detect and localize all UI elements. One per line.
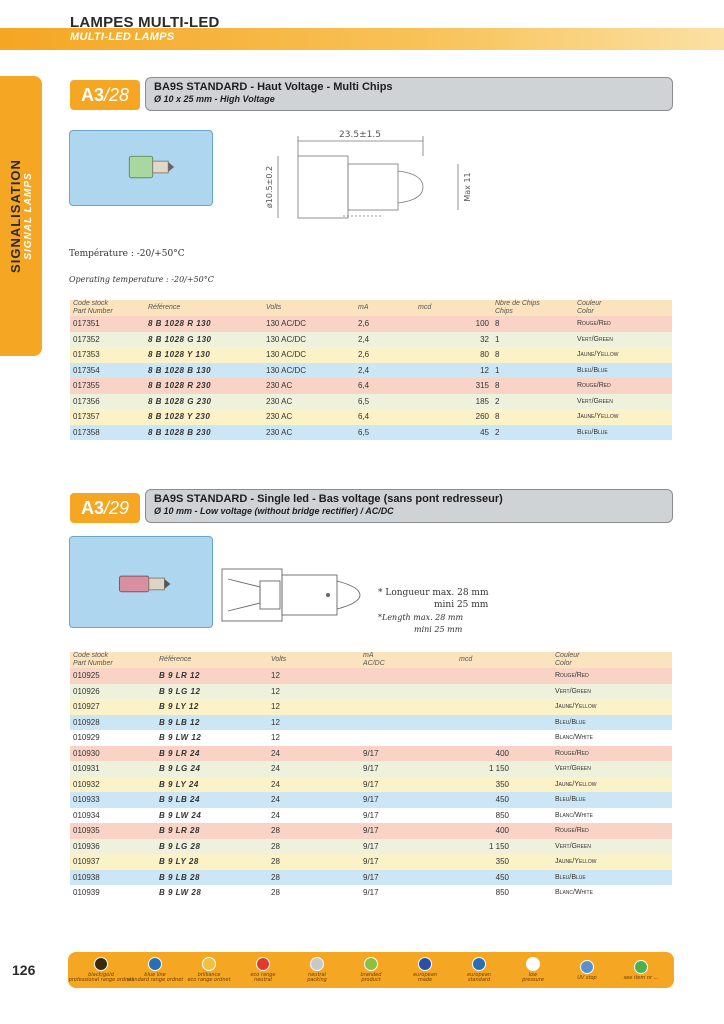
footer-legend-bar [68,952,674,988]
section-badge-a3-29 [70,493,140,523]
part-number-cell: 017354 [73,365,100,375]
blue-line-icon [148,957,162,971]
volts-cell: 12 [271,671,280,681]
column-header: Couleur Color [577,300,602,315]
reference-cell: 8 B 1028 Y 130 [148,350,211,360]
mcd-cell [456,730,512,746]
table-row [70,854,672,870]
reference-cell: B 9 LG 24 [159,764,201,774]
part-number-cell: 010936 [73,841,100,851]
volts-cell: 24 [271,764,280,774]
volts-cell: 130 AC/DC [266,350,307,360]
part-number-cell: 017356 [73,396,100,406]
table-row [70,761,672,777]
column-header: mcd [459,656,473,663]
part-number-cell: 010937 [73,857,100,867]
low-pressure-icon [526,957,540,971]
chips-cell: 8 [495,412,500,422]
reference-cell: B 9 LY 24 [159,779,199,789]
volts-cell: 12 [271,733,280,743]
color-cell: Bleu/Blue [577,428,608,436]
mcd-cell: 850 [495,888,509,898]
volts-cell: 130 AC/DC [266,334,307,344]
table-header-row [70,652,672,668]
mcd-cell: 850 [495,810,509,820]
table-row [70,409,672,425]
table-row [70,823,672,839]
reference-cell: 8 B 1028 G 130 [148,334,212,344]
color-cell: Blanc/White [555,889,593,897]
column-header: Code stock Part Number [73,300,113,315]
color-cell: Jaune/Yellow [555,780,597,788]
part-number-cell: 017351 [73,319,100,329]
color-cell: Vert/Green [577,335,613,343]
volts-cell: 28 [271,872,280,882]
reference-cell: B 9 LW 24 [159,810,202,820]
reference-cell: B 9 LW 28 [159,888,202,898]
table-row [70,684,672,700]
mcd-cell: 100 [475,319,489,329]
color-cell: Bleu/Blue [555,873,586,881]
spacer-cell [512,839,552,855]
legend-label: see item nr ... [623,974,659,981]
see-item-icon [634,960,648,974]
column-spacer [512,652,552,668]
spacer-cell [512,699,552,715]
column-header: mA AC/DC [363,652,385,667]
color-cell: Bleu/Blue [555,718,586,726]
column-header: Référence [159,656,192,663]
spacer-cell [512,730,552,746]
table-row [70,378,672,394]
column-header: Nbre de Chips Chips [495,300,540,315]
volts-cell: 130 AC/DC [266,319,307,329]
side-tab-label [8,159,34,273]
legend-label: branded product [360,972,382,983]
length-note-fr-2: mini 25 mm [434,600,489,610]
legend-item [615,960,667,981]
part-number-cell: 017357 [73,412,100,422]
reference-cell: B 9 LW 12 [159,733,202,743]
ma-cell [360,684,456,700]
table-row [70,316,672,332]
mcd-cell [456,684,512,700]
section-title-box [145,489,673,523]
product-photo-a3-29 [69,536,213,628]
mcd-cell: 315 [475,381,489,391]
legend-label: low pressure [522,972,544,983]
legend-item [291,957,343,983]
section-subtitle: Ø 10 mm - Low voltage (without bridge rectifier) / AC/DC [154,506,394,516]
color-cell: Bleu/Blue [577,366,608,374]
technical-drawing-a3-28 [258,126,488,236]
part-number-cell: 010931 [73,764,100,774]
table-row [70,715,672,731]
spacer-cell [512,792,552,808]
part-number-cell: 017352 [73,334,100,344]
chips-cell: 8 [495,381,500,391]
legend-label: UV stop [577,974,597,981]
uv-stop-icon [580,960,594,974]
european-made-icon [418,957,432,971]
volts-cell: 230 AC [266,427,293,437]
table-row [70,792,672,808]
spacer-cell [512,777,552,793]
spacer-cell [512,746,552,762]
neutral-packing-icon [310,957,324,971]
ma-cell: 9/17 [363,795,379,805]
part-number-cell: 010928 [73,717,100,727]
part-number-cell: 010925 [73,671,100,681]
badge-number: /29 [103,497,130,518]
part-number-cell: 010938 [73,872,100,882]
legend-item [561,960,613,981]
reference-cell: B 9 LB 24 [159,795,200,805]
legend-item [183,957,235,983]
volts-cell: 28 [271,826,280,836]
led-lamp-icon [70,537,212,627]
ma-cell: 9/17 [363,826,379,836]
reference-cell: B 9 LG 28 [159,841,201,851]
mcd-cell: 260 [475,412,489,422]
legend-label: eco range neutral [250,972,276,983]
chips-cell: 1 [495,365,500,375]
drawing-length: 23.5±1.5 [339,130,381,140]
volts-cell: 28 [271,888,280,898]
black-gold-icon [94,957,108,971]
table-row [70,699,672,715]
reference-cell: 8 B 1028 B 230 [148,427,212,437]
legend-item [237,957,289,983]
color-cell: Rouge/Red [577,382,611,390]
legend-item [507,957,559,983]
page-title: LAMPES MULTI-LED [70,14,220,31]
table-header-row [70,300,672,316]
color-cell: Jaune/Yellow [577,351,619,359]
side-tab-title: SIGNALISATION [8,159,23,273]
part-number-cell: 010939 [73,888,100,898]
european-standard-icon [472,957,486,971]
ma-cell: 9/17 [363,841,379,851]
side-tab-subtitle: SIGNAL LAMPS [23,172,34,260]
volts-cell: 12 [271,702,280,712]
legend-item [399,957,451,983]
table-row [70,347,672,363]
legend-label: neutral packing [307,972,327,983]
product-photo-a3-28 [69,130,213,206]
legend-item [345,957,397,983]
part-number-cell: 010930 [73,748,100,758]
legend-item [68,957,134,983]
reference-cell: 8 B 1028 G 230 [148,396,212,406]
technical-drawing-a3-29 [220,565,370,625]
ma-cell: 6,4 [358,412,370,422]
color-cell: Vert/Green [555,842,591,850]
chips-cell: 2 [495,427,500,437]
spacer-cell [512,854,552,870]
mcd-cell: 80 [480,350,489,360]
reference-cell: B 9 LR 12 [159,671,200,681]
spacer-cell [512,684,552,700]
spacer-cell [512,870,552,886]
column-header: Code stock Part Number [73,652,113,667]
reference-cell: B 9 LY 28 [159,857,199,867]
color-cell: Rouge/Red [555,827,589,835]
color-cell: Blanc/White [555,734,593,742]
reference-cell: B 9 LG 12 [159,686,201,696]
color-cell: Rouge/Red [577,320,611,328]
ma-cell [360,715,456,731]
ma-cell [360,730,456,746]
ma-cell: 2,6 [358,350,370,360]
ma-cell: 6,5 [358,427,370,437]
spacer-cell [512,885,552,901]
ma-cell: 2,4 [358,365,370,375]
mcd-cell: 400 [495,748,509,758]
part-number-cell: 010926 [73,686,100,696]
table-row [70,885,672,901]
reference-cell: B 9 LR 28 [159,826,200,836]
temperature-fr: Température : -20/+50°C [69,249,185,259]
part-number-cell: 010932 [73,779,100,789]
column-header: Référence [148,304,181,311]
brilliance-icon [202,957,216,971]
mcd-cell [456,668,512,684]
color-cell: Jaune/Yellow [555,703,597,711]
length-note-fr-1: * Longueur max. 28 mm [378,588,489,598]
temperature-en: Operating temperature : -20/+50°C [69,275,214,284]
legend-label: blue line standard range ordnet [126,972,184,983]
mcd-cell: 1 150 [488,841,509,851]
color-cell: Rouge/Red [555,749,589,757]
chips-cell: 8 [495,319,500,329]
ma-cell: 9/17 [363,888,379,898]
section-badge-a3-28 [70,80,140,110]
legend-item [453,957,505,983]
legend-label: european made [413,972,437,983]
column-header: mA [358,304,369,311]
volts-cell: 230 AC [266,412,293,422]
column-header: mcd [418,304,432,311]
ma-cell: 2,4 [358,334,370,344]
volts-cell: 24 [271,795,280,805]
ma-cell: 6,5 [358,396,370,406]
reference-cell: 8 B 1028 R 230 [148,381,212,391]
part-number-cell: 010934 [73,810,100,820]
ma-cell: 9/17 [363,857,379,867]
spacer-cell [512,808,552,824]
mcd-cell: 450 [495,872,509,882]
column-header: Couleur Color [555,652,580,667]
reference-cell: 8 B 1028 R 130 [148,319,212,329]
table-row [70,870,672,886]
color-cell: Vert/Green [555,765,591,773]
table-row [70,808,672,824]
color-cell: Blanc/White [555,811,593,819]
volts-cell: 230 AC [266,396,293,406]
eco-range-icon [256,957,270,971]
ma-cell: 9/17 [363,748,379,758]
spacer-cell [512,668,552,684]
length-note-en-2: mini 25 mm [414,625,463,634]
mcd-cell: 350 [495,857,509,867]
volts-cell: 12 [271,717,280,727]
reference-cell: B 9 LB 12 [159,717,200,727]
volts-cell: 130 AC/DC [266,365,307,375]
part-number-cell: 017353 [73,350,100,360]
color-cell: Vert/Green [555,687,591,695]
mcd-cell: 1 150 [488,764,509,774]
table-row [70,332,672,348]
spacer-cell [512,761,552,777]
mcd-cell: 12 [480,365,489,375]
length-note-en-1: *Length max. 28 mm [378,613,464,622]
volts-cell: 28 [271,857,280,867]
table-row [70,394,672,410]
table-row [70,746,672,762]
ma-cell: 9/17 [363,779,379,789]
mcd-cell [456,699,512,715]
reference-cell: 8 B 1028 Y 230 [148,412,211,422]
part-number-cell: 010933 [73,795,100,805]
drawing-diameter: ø10.5±0.2 [265,165,274,209]
part-number-cell: 017358 [73,427,100,437]
legend-label: european standard [467,972,491,983]
ma-cell: 2,6 [358,319,370,329]
mcd-cell: 400 [495,826,509,836]
reference-cell: B 9 LY 12 [159,702,199,712]
legend-item [126,957,184,983]
table-row [70,730,672,746]
badge-number: /28 [103,84,130,105]
column-header: Volts [266,304,282,311]
section-subtitle: Ø 10 x 25 mm - High Voltage [154,94,275,104]
mcd-cell: 45 [480,427,489,437]
color-cell: Bleu/Blue [555,796,586,804]
mcd-cell: 450 [495,795,509,805]
page-number: 126 [12,962,36,978]
part-number-cell: 010929 [73,733,100,743]
led-lamp-icon [70,131,212,205]
table-row [70,839,672,855]
badge-prefix: A3 [80,84,104,105]
spec-table-a3-29 [70,652,672,901]
page-subtitle: MULTI-LED LAMPS [70,31,175,43]
mcd-cell [456,715,512,731]
volts-cell: 24 [271,810,280,820]
reference-cell: B 9 LB 28 [159,872,200,882]
ma-cell: 9/17 [363,872,379,882]
color-cell: Jaune/Yellow [577,413,619,421]
color-cell: Jaune/Yellow [555,858,597,866]
badge-prefix: A3 [80,497,104,518]
color-cell: Vert/Green [577,397,613,405]
section-title: BA9S STANDARD - Single led - Bas voltage (sans pont redresseur) [154,493,503,505]
ma-cell [360,668,456,684]
spec-table-a3-28 [70,300,672,440]
reference-cell: B 9 LR 24 [159,748,200,758]
part-number-cell: 017355 [73,381,100,391]
ma-cell: 9/17 [363,810,379,820]
part-number-cell: 010935 [73,826,100,836]
branded-product-icon [364,957,378,971]
ma-cell [360,699,456,715]
ma-cell: 6,4 [358,381,370,391]
mcd-cell: 185 [475,396,489,406]
legend-label: black/gold professional range ordnet [68,972,134,983]
table-row [70,668,672,684]
table-row [70,425,672,441]
drawing-max: Max 11 [463,172,472,202]
chips-cell: 8 [495,350,500,360]
table-row [70,363,672,379]
reference-cell: 8 B 1028 B 130 [148,365,212,375]
mcd-cell: 32 [480,334,489,344]
chips-cell: 1 [495,334,500,344]
section-title-box [145,77,673,111]
volts-cell: 24 [271,748,280,758]
volts-cell: 12 [271,686,280,696]
legend-label: brilliance eco range ordnet [187,972,231,983]
chips-cell: 2 [495,396,500,406]
volts-cell: 28 [271,841,280,851]
table-row [70,777,672,793]
volts-cell: 24 [271,779,280,789]
ma-cell: 9/17 [363,764,379,774]
mcd-cell: 350 [495,779,509,789]
color-cell: Rouge/Red [555,672,589,680]
column-header: Volts [271,656,287,663]
spacer-cell [512,823,552,839]
part-number-cell: 010927 [73,702,100,712]
spacer-cell [512,715,552,731]
section-title: BA9S STANDARD - Haut Voltage - Multi Chips [154,81,393,93]
volts-cell: 230 AC [266,381,293,391]
